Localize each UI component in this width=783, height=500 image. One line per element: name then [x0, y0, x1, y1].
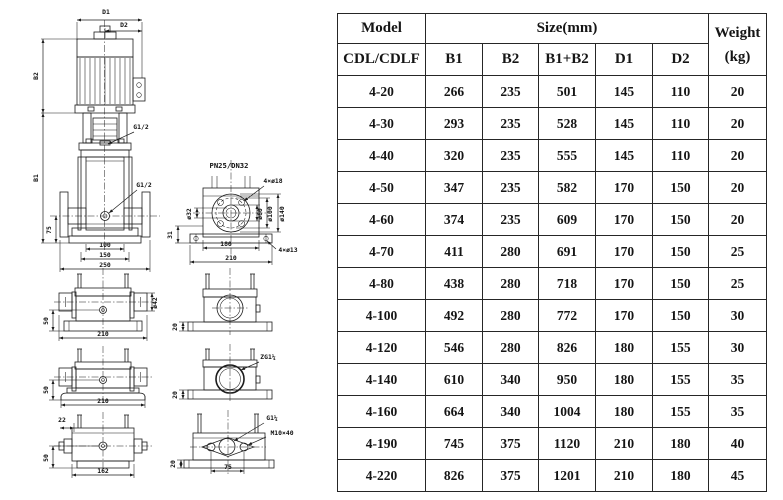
b1-cell: 411 [426, 236, 483, 268]
dim-210a-label: 210 [97, 330, 109, 338]
d2-cell: 155 [653, 364, 709, 396]
dia-140-label: ø140 [278, 206, 286, 222]
b2-cell: 280 [483, 332, 539, 364]
d2-cell: 150 [653, 300, 709, 332]
table-row [338, 108, 767, 140]
side-view-b [42, 346, 152, 408]
b1-cell: 266 [426, 76, 483, 108]
d1-cell: 170 [596, 204, 653, 236]
dim-d2-label: D2 [120, 21, 128, 29]
bolt-m10-label: M10×40 [270, 429, 294, 437]
model-cell: 4-30 [338, 108, 426, 140]
flange-top-view [166, 160, 298, 265]
header-model: Model [338, 14, 426, 44]
b1b2-cell: 555 [539, 140, 596, 172]
weight-cell: 20 [709, 76, 767, 108]
header-weight-unit: (kg) [724, 48, 751, 65]
terminal-box [133, 78, 145, 101]
b1b2-cell: 1004 [539, 396, 596, 428]
b2-cell: 235 [483, 76, 539, 108]
side-view-a [42, 268, 159, 341]
model-cell: 4-80 [338, 268, 426, 300]
dia-100-label: ø100 [266, 206, 274, 222]
table-row [338, 172, 767, 204]
dim-20a-label: 20 [171, 323, 179, 331]
d2-cell: 110 [653, 140, 709, 172]
weight-cell: 20 [709, 172, 767, 204]
model-cell: 4-40 [338, 140, 426, 172]
model-cell: 4-160 [338, 396, 426, 428]
dia-42-label: ø42 [151, 297, 159, 309]
spec-table [337, 13, 767, 492]
d1-cell: 145 [596, 108, 653, 140]
dim-75f-label: 75 [224, 463, 232, 471]
d2-cell: 150 [653, 172, 709, 204]
b1b2-cell: 1201 [539, 460, 596, 492]
model-cell: 4-190 [338, 428, 426, 460]
header-row-1 [338, 14, 767, 44]
header-weight [709, 14, 767, 76]
b1b2-cell: 718 [539, 268, 596, 300]
d1-cell: 170 [596, 172, 653, 204]
weight-cell: 20 [709, 204, 767, 236]
d2-cell: 155 [653, 332, 709, 364]
bolt-holes-18-label: 4×ø18 [263, 177, 283, 185]
weight-cell: 25 [709, 268, 767, 300]
b1-cell: 374 [426, 204, 483, 236]
b1b2-cell: 826 [539, 332, 596, 364]
weight-cell: 30 [709, 332, 767, 364]
table-row [338, 332, 767, 364]
d2-cell: 110 [653, 108, 709, 140]
b2-cell: 375 [483, 460, 539, 492]
b1-cell: 492 [426, 300, 483, 332]
d2-cell: 180 [653, 460, 709, 492]
port-g12-upper-label: G1/2 [133, 123, 149, 131]
dim-50c-label: 50 [42, 454, 50, 462]
weight-cell: 25 [709, 236, 767, 268]
b2-cell: 235 [483, 172, 539, 204]
model-cell: 4-50 [338, 172, 426, 204]
dim-20b-label: 20 [171, 391, 179, 399]
b1-cell: 664 [426, 396, 483, 428]
b1-cell: 826 [426, 460, 483, 492]
model-cell: 4-70 [338, 236, 426, 268]
header-col-d1: D1 [596, 44, 653, 76]
b1b2-cell: 501 [539, 76, 596, 108]
weight-cell: 35 [709, 396, 767, 428]
model-cell: 4-140 [338, 364, 426, 396]
table-row [338, 364, 767, 396]
thread-zg-label: ZG1¼ [260, 353, 276, 361]
b1b2-cell: 1120 [539, 428, 596, 460]
d2-cell: 110 [653, 76, 709, 108]
dim-250-label: 250 [99, 261, 111, 269]
b1-cell: 293 [426, 108, 483, 140]
table-row [338, 204, 767, 236]
dim-d1-label: D1 [102, 8, 110, 16]
weight-cell: 45 [709, 460, 767, 492]
b2-cell: 235 [483, 204, 539, 236]
b2-cell: 280 [483, 300, 539, 332]
d1-cell: 210 [596, 428, 653, 460]
dim-150-label: 150 [99, 251, 111, 259]
flange-rating-label: PN25/DN32 [209, 161, 249, 170]
d1-cell: 145 [596, 140, 653, 172]
side-view-c [42, 412, 152, 478]
dim-b2-label: B2 [32, 72, 40, 80]
b2-cell: 375 [483, 428, 539, 460]
table-row [338, 460, 767, 492]
b1-cell: 320 [426, 140, 483, 172]
bottom-view-f [169, 410, 294, 474]
b2-cell: 280 [483, 236, 539, 268]
d1-cell: 180 [596, 332, 653, 364]
d1-cell: 180 [596, 364, 653, 396]
d2-cell: 155 [653, 396, 709, 428]
d2-cell: 150 [653, 236, 709, 268]
table-row [338, 236, 767, 268]
dim-210-top-label: 210 [225, 254, 237, 262]
b1b2-cell: 528 [539, 108, 596, 140]
header-size: Size(mm) [426, 14, 709, 44]
model-cell: 4-120 [338, 332, 426, 364]
model-cell: 4-100 [338, 300, 426, 332]
d1-cell: 170 [596, 300, 653, 332]
table-row [338, 268, 767, 300]
dim-180-label: 180 [220, 240, 232, 248]
header-col-b1: B1 [426, 44, 483, 76]
weight-cell: 30 [709, 300, 767, 332]
dia-60-label: ø60 [256, 208, 264, 220]
b1b2-cell: 609 [539, 204, 596, 236]
front-view [32, 8, 160, 272]
d2-cell: 180 [653, 428, 709, 460]
d2-cell: 150 [653, 268, 709, 300]
header-model-sub: CDL/CDLF [338, 44, 426, 76]
table-row [338, 428, 767, 460]
dim-20c-label: 20 [169, 460, 177, 468]
dim-31-label: 31 [166, 231, 174, 239]
b1b2-cell: 772 [539, 300, 596, 332]
dim-210b-label: 210 [97, 397, 109, 405]
bolt-holes-13-label: 4×ø13 [278, 246, 298, 254]
dim-75-label: 75 [45, 226, 53, 234]
b2-cell: 340 [483, 396, 539, 428]
b2-cell: 235 [483, 108, 539, 140]
table-row [338, 396, 767, 428]
dim-162-label: 162 [97, 467, 109, 475]
end-view-d [171, 268, 272, 335]
d1-cell: 170 [596, 268, 653, 300]
b1b2-cell: 691 [539, 236, 596, 268]
b1-cell: 438 [426, 268, 483, 300]
b1b2-cell: 950 [539, 364, 596, 396]
table-row [338, 140, 767, 172]
d2-cell: 150 [653, 204, 709, 236]
d1-cell: 180 [596, 396, 653, 428]
d1-cell: 170 [596, 236, 653, 268]
weight-cell: 20 [709, 140, 767, 172]
table-row [338, 300, 767, 332]
header-row-2 [338, 44, 767, 76]
b1-cell: 745 [426, 428, 483, 460]
header-col-b1b2: B1+B2 [539, 44, 596, 76]
port-g12-lower-label: G1/2 [136, 181, 152, 189]
b1b2-cell: 582 [539, 172, 596, 204]
d1-cell: 210 [596, 460, 653, 492]
model-cell: 4-220 [338, 460, 426, 492]
b1-cell: 347 [426, 172, 483, 204]
model-cell: 4-20 [338, 76, 426, 108]
weight-cell: 35 [709, 364, 767, 396]
dim-50a-label: 50 [42, 317, 50, 325]
weight-cell: 40 [709, 428, 767, 460]
dim-b1-label: B1 [32, 174, 40, 182]
dia-32-label: ø32 [185, 208, 193, 220]
technical-drawing [0, 0, 345, 500]
model-cell: 4-60 [338, 204, 426, 236]
dim-100-label: 100 [99, 241, 111, 249]
dim-50b-label: 50 [42, 386, 50, 394]
end-view-e [171, 344, 276, 403]
table-row [338, 76, 767, 108]
dim-22-label: 22 [58, 416, 66, 424]
header-weight-label: Weight [714, 24, 761, 41]
b1-cell: 610 [426, 364, 483, 396]
header-col-d2: D2 [653, 44, 709, 76]
b2-cell: 340 [483, 364, 539, 396]
header-col-b2: B2 [483, 44, 539, 76]
thread-g114-label: G1¼ [266, 414, 278, 422]
b2-cell: 235 [483, 140, 539, 172]
b1-cell: 546 [426, 332, 483, 364]
weight-cell: 20 [709, 108, 767, 140]
d1-cell: 145 [596, 76, 653, 108]
b2-cell: 280 [483, 268, 539, 300]
